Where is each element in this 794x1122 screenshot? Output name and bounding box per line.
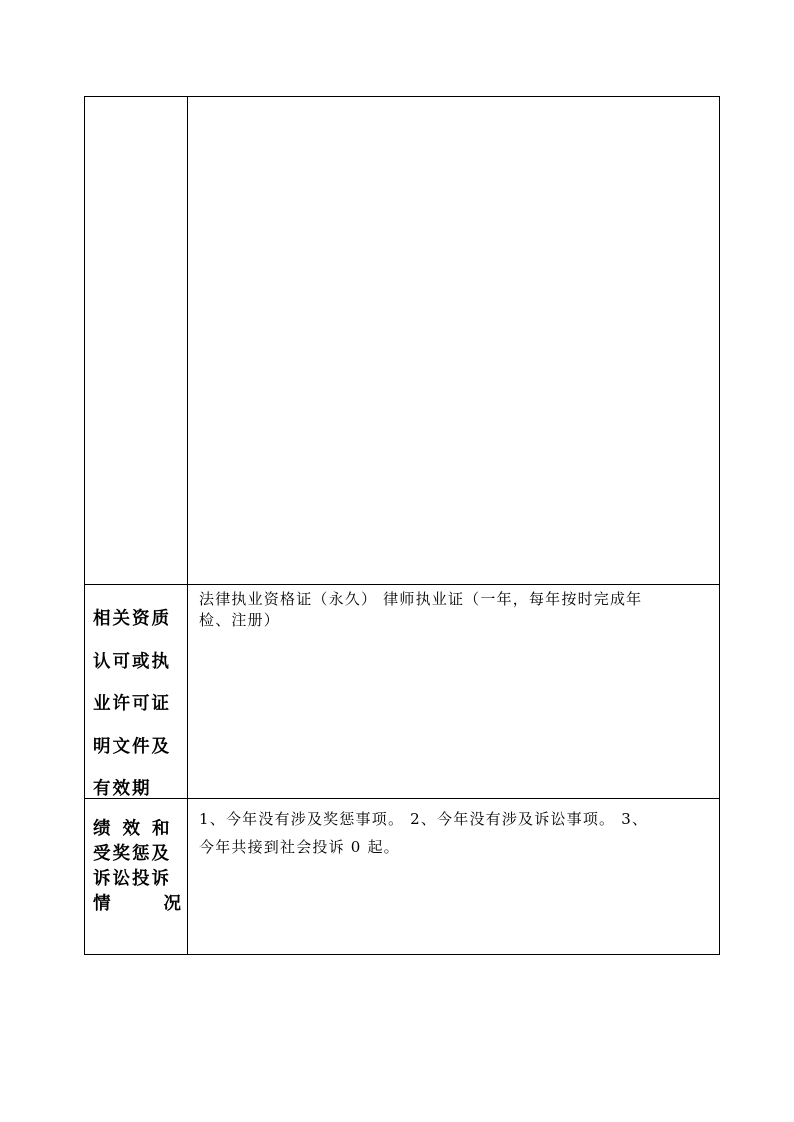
form-table bbox=[84, 96, 720, 955]
content-line: 1、今年没有涉及奖惩事项。 2、今年没有涉及诉讼事项。 3、 bbox=[199, 810, 649, 828]
qualifications-content bbox=[199, 589, 713, 631]
row-content-cell bbox=[188, 97, 719, 584]
label-line bbox=[93, 817, 181, 842]
qualifications-content-cell bbox=[188, 585, 719, 798]
label-line: 明文件及 bbox=[93, 736, 171, 757]
content-line: 今年共接到社会投诉 0 起。 bbox=[199, 838, 400, 856]
label-line bbox=[93, 892, 181, 917]
label-line: 相关资质 bbox=[93, 609, 171, 629]
table-row-qualifications bbox=[85, 585, 719, 799]
label-char: 绩效和 bbox=[93, 819, 182, 839]
label-char: 情 bbox=[93, 894, 111, 914]
performance-label bbox=[93, 817, 181, 917]
content-line: 法律执业资格证（永久） 律师执业证（一年，每年按时完成年 bbox=[199, 590, 643, 608]
row-label-cell bbox=[85, 97, 188, 584]
label-line: 诉讼投诉 bbox=[93, 869, 171, 889]
table-row bbox=[85, 97, 719, 585]
label-line: 受奖惩及 bbox=[93, 844, 171, 864]
qualifications-label-cell bbox=[85, 585, 188, 798]
content-line: 检、注册） bbox=[199, 611, 281, 629]
label-line: 认可或执 bbox=[93, 651, 171, 672]
label-line: 业许可证 bbox=[93, 694, 171, 714]
performance-content-cell bbox=[188, 799, 719, 954]
label-char: 况 bbox=[163, 894, 181, 914]
performance-content bbox=[199, 805, 713, 861]
label-line: 有效期 bbox=[93, 779, 152, 799]
qualifications-label bbox=[93, 598, 181, 811]
table-row-performance bbox=[85, 799, 719, 954]
performance-label-cell bbox=[85, 799, 188, 954]
